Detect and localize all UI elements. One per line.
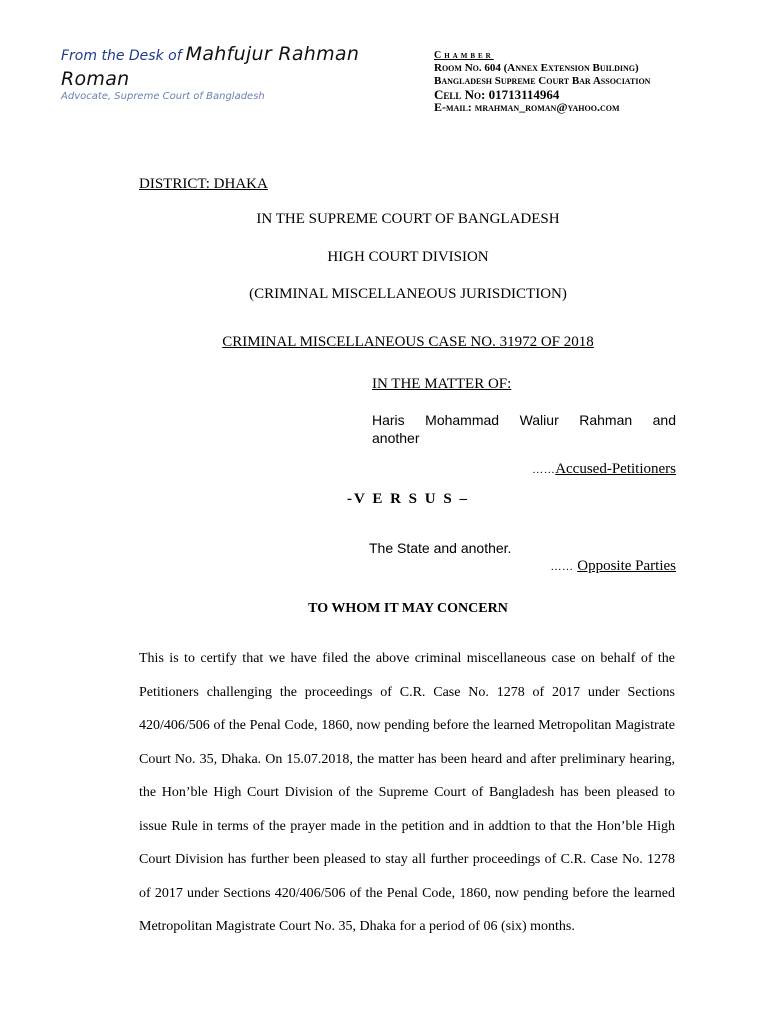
sender-name-part1: Mahfujur Rahman bbox=[185, 43, 360, 65]
sender-subtitle: Advocate, Supreme Court of Bangladesh bbox=[61, 91, 265, 102]
leader-dots: …… bbox=[532, 464, 556, 476]
certificate-body: This is to certify that we have filed the above criminal miscellaneous case on behalf of the Petitioners challenging the proceedings of C.R. Case No. 1278 of 2017 under Sections 420/406/506 of the Penal Code, 1860, now pending before the learned Metropolitan Magistrate Court No. 35, Dhaka. On 15.07.2018, the matter has been heard and after preliminary hearing, the Hon’ble High Court Division of the Supreme Court of Bangladesh has been pleased to issue Rule in terms of the prayer made in the petition and in addtion to that the Hon’ble High Court Division has further been pleased to stay all further proceedings of C.R. Case No. 1278 of 2017 under Sections 420/406/506 of the Penal Code, 1860, now pending before the learned Metropolitan Magistrate Court No. 35, Dhaka for a period of 06 (six) months. bbox=[139, 651, 675, 934]
chamber-label: Chamber bbox=[434, 50, 494, 61]
email-address: E-mail: mrahman_roman@yahoo.com bbox=[434, 100, 620, 114]
division-heading: HIGH COURT DIVISION bbox=[327, 249, 489, 265]
cell-number: Cell No: 01713114964 bbox=[434, 87, 560, 102]
concern-heading: TO WHOM IT MAY CONCERN bbox=[308, 601, 508, 616]
letterhead-contact bbox=[434, 49, 734, 114]
district-heading: DISTRICT: DHAKA bbox=[139, 176, 268, 192]
room-address: Room No. 604 (Annex Extension Building) bbox=[434, 62, 639, 74]
court-heading: IN THE SUPREME COURT OF BANGLADESH bbox=[256, 211, 560, 227]
respondents-role-line bbox=[372, 558, 676, 575]
petitioners-names-line2: another bbox=[372, 430, 420, 446]
bar-association: Bangladesh Supreme Court Bar Association bbox=[434, 75, 651, 87]
letterhead-sender bbox=[61, 42, 431, 102]
leader-dots: …… bbox=[550, 561, 574, 573]
from-desk-text: From the Desk of bbox=[61, 48, 182, 64]
matter-label: IN THE MATTER OF: bbox=[372, 376, 512, 392]
sender-name-part2: Roman bbox=[61, 68, 130, 90]
versus-heading: -V E R S U S – bbox=[347, 491, 469, 507]
jurisdiction-heading: (CRIMINAL MISCELLANEOUS JURISDICTION) bbox=[249, 286, 567, 302]
petitioners-role-line bbox=[372, 461, 676, 478]
respondents-role: Opposite Parties bbox=[577, 558, 676, 574]
case-number-heading: CRIMINAL MISCELLANEOUS CASE NO. 31972 OF 2018 bbox=[222, 334, 594, 350]
respondents-names: The State and another. bbox=[369, 540, 512, 556]
petitioners-names-line1: Haris Mohammad Waliur Rahman and bbox=[372, 412, 676, 428]
petitioners-role: Accused-Petitioners bbox=[555, 461, 676, 477]
